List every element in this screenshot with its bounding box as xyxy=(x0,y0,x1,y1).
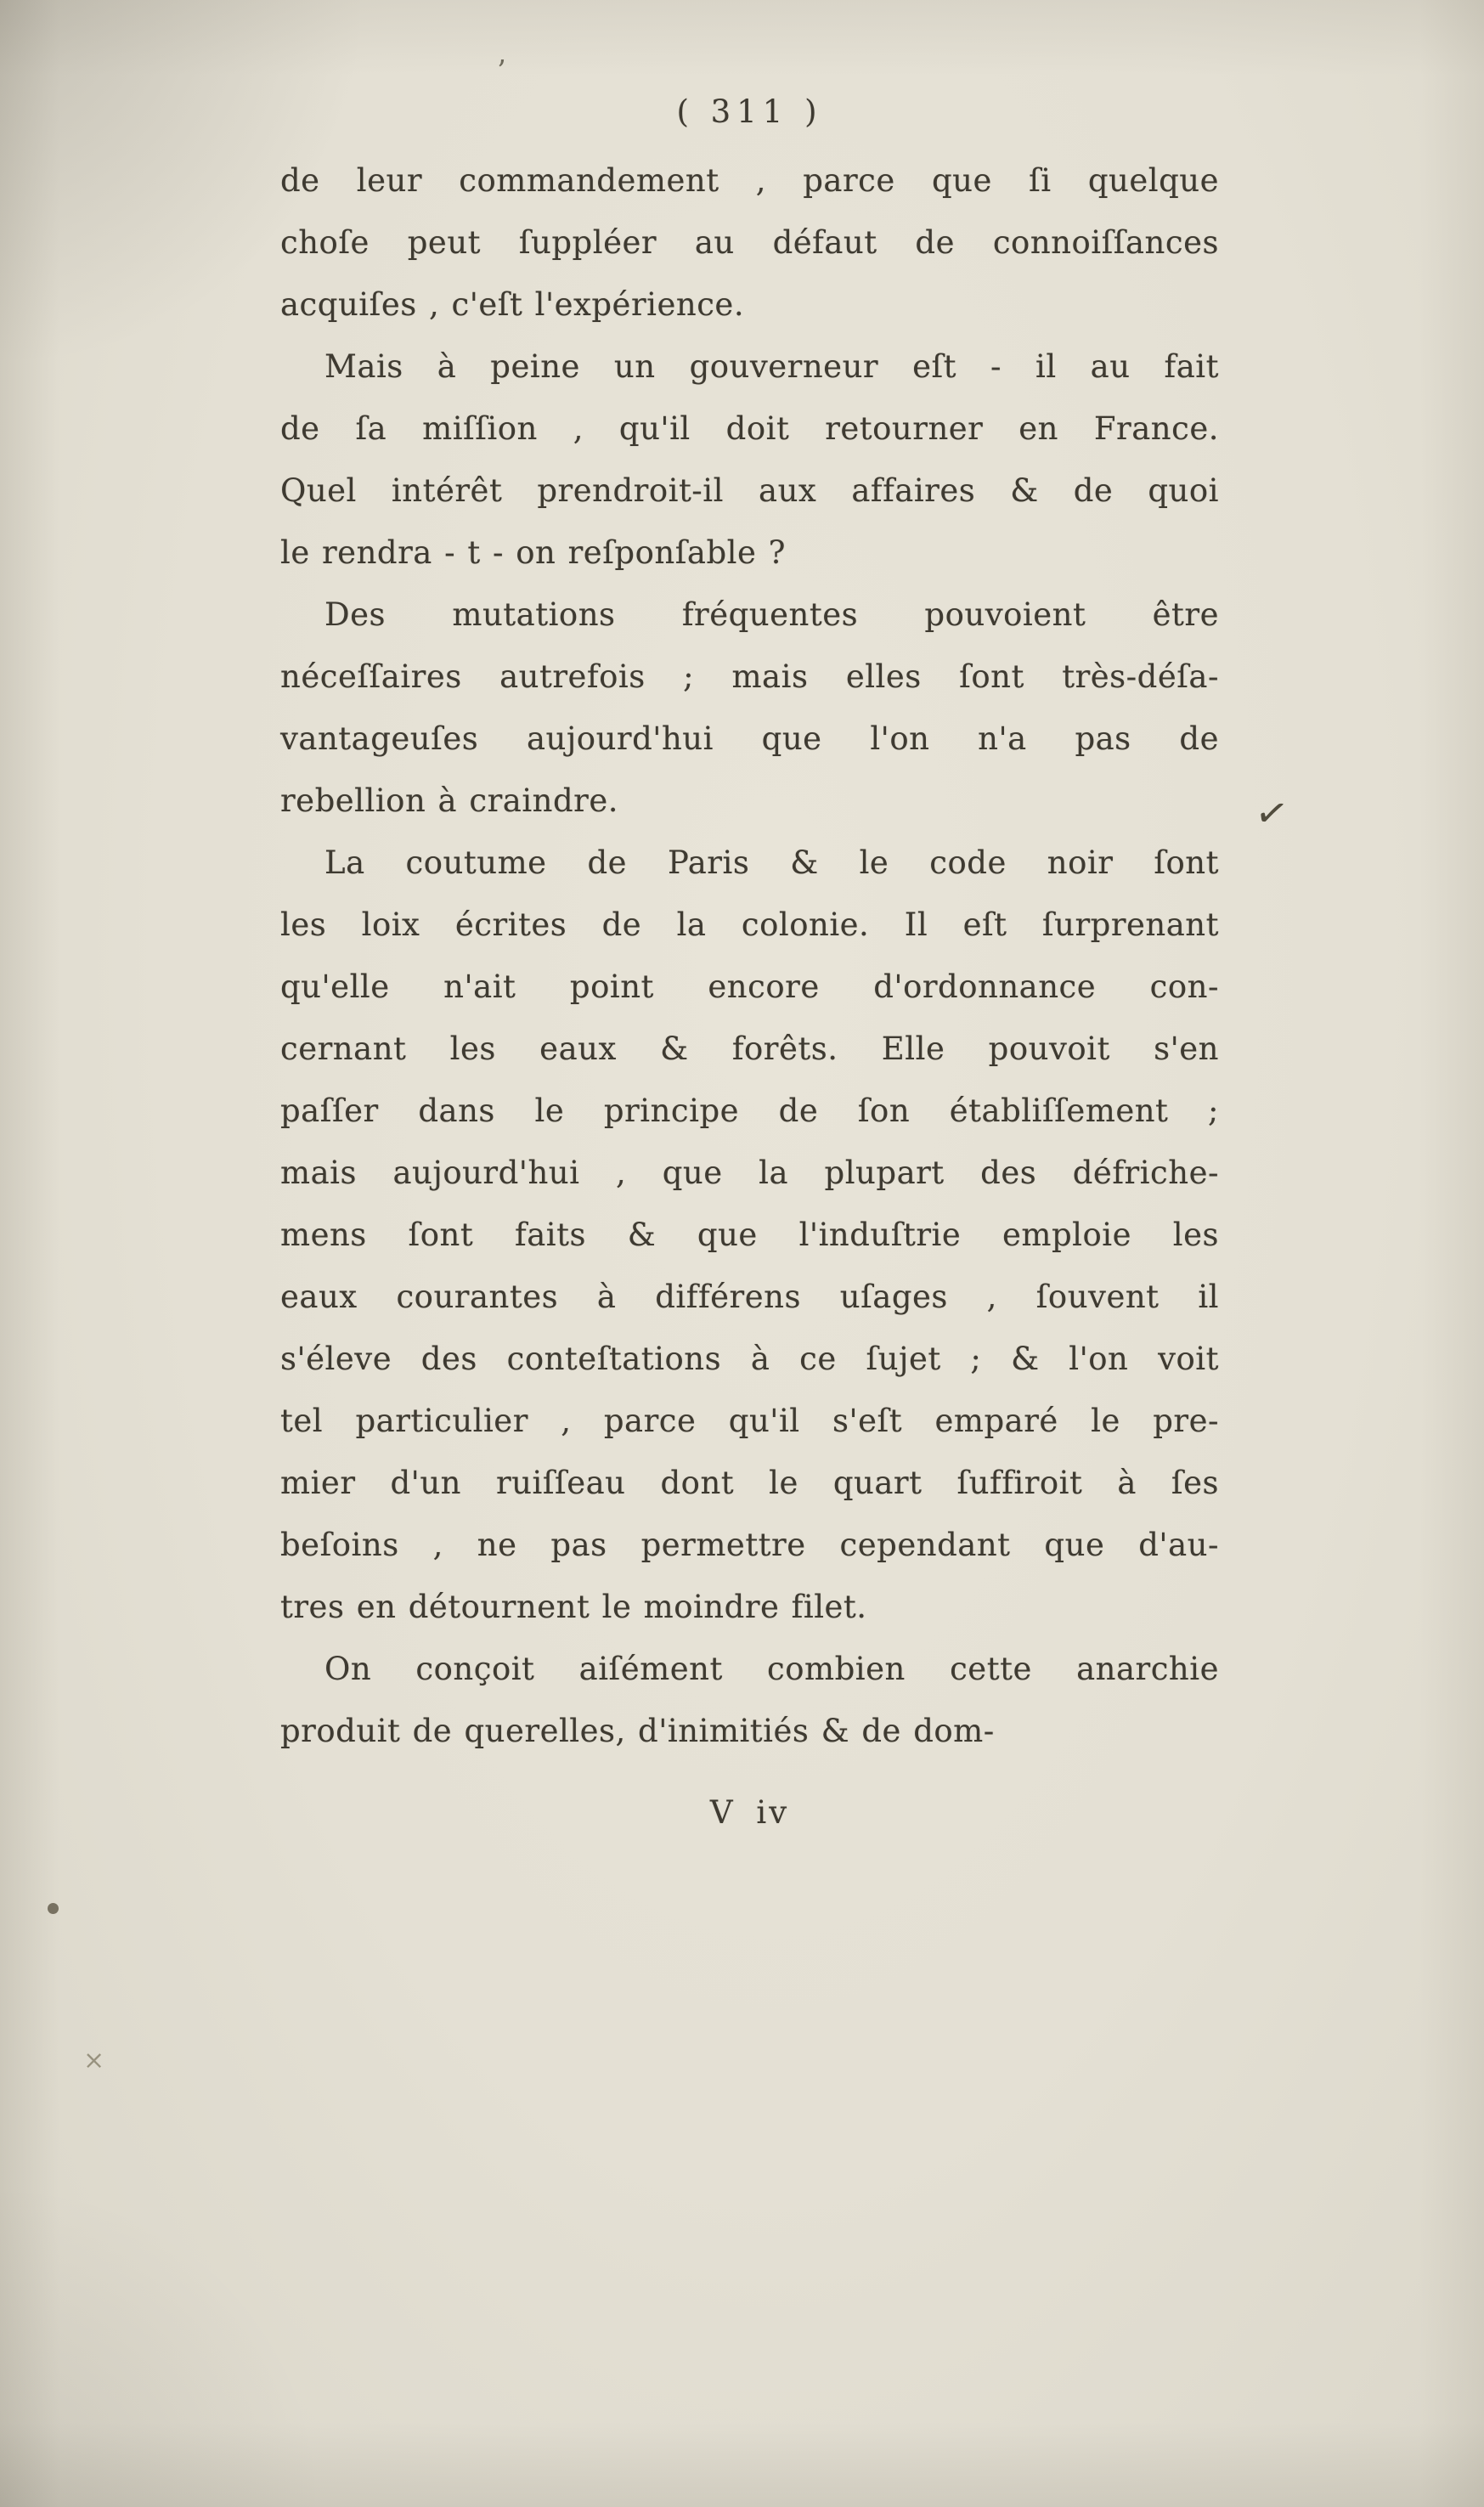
text-line: rebellion à craindre. xyxy=(280,782,619,819)
text-line: cernant les eaux & forêts. Elle pouvoit s'en xyxy=(280,1030,1219,1067)
text-line: vantageuſes aujourd'hui que l'on n'a pas de xyxy=(280,720,1219,757)
text-line: On conçoit aiſément combien cette anarchie xyxy=(324,1651,1219,1687)
text-line: acquiſes , c'eſt l'expérience. xyxy=(280,286,745,323)
ink-speck-dot xyxy=(48,1903,59,1914)
page-number: ( 311 ) xyxy=(676,93,823,130)
text-line: choſe peut ſuppléer au défaut de connoiſſances xyxy=(280,224,1219,261)
text-line: Des mutations fréquentes pouvoient être xyxy=(324,596,1219,633)
text-line: eaux courantes à différens uſages , ſouvent il xyxy=(280,1279,1219,1315)
paragraph xyxy=(280,584,1219,832)
text-line: mens ſont faits & que l'induſtrie emploie les xyxy=(280,1217,1219,1253)
text-line: beſoins , ne pas permettre cependant que d'au- xyxy=(280,1527,1219,1563)
signature-mark: V iv xyxy=(709,1794,790,1831)
paragraph xyxy=(280,832,1219,1638)
text-line: mier d'un ruiſſeau dont le quart ſuffiroit à ſes xyxy=(280,1465,1219,1501)
text-line: tres en détournent le moindre filet. xyxy=(280,1589,867,1625)
text-line: néceſſaires autrefois ; mais elles ſont très-déſa- xyxy=(280,658,1219,695)
paragraph xyxy=(280,1638,1219,1762)
text-line: de ſa miſſion , qu'il doit retourner en France. xyxy=(280,410,1219,447)
text-line: La coutume de Paris & le code noir ſont xyxy=(324,844,1219,881)
text-line: tel particulier , parce qu'il s'eſt emparé le pre- xyxy=(280,1403,1219,1439)
text-line: paſſer dans le principe de ſon établiſſement ; xyxy=(280,1093,1219,1129)
text-line: Quel intérêt prendroit-il aux affaires & de quoi xyxy=(280,472,1219,509)
ink-speck-cross: × xyxy=(83,2046,105,2075)
paragraph xyxy=(280,336,1219,584)
text-line: les loix écrites de la colonie. Il eſt ſurprenant xyxy=(280,906,1219,943)
text-line: de leur commandement , parce que ſi quelque xyxy=(280,162,1219,199)
text-line: s'éleve des conteſtations à ce ſujet ; & l'on voit xyxy=(280,1341,1219,1377)
paragraph xyxy=(280,150,1219,336)
text-line: le rendra - t - on reſponſable ? xyxy=(280,534,786,571)
text-line: qu'elle n'ait point encore d'ordonnance con- xyxy=(280,968,1219,1005)
text-line: produit de querelles, d'inimitiés & de dom- xyxy=(280,1713,995,1749)
ink-speck-top: ʼ xyxy=(496,54,505,88)
page-text xyxy=(280,150,1219,1762)
text-line: mais aujourd'hui , que la plupart des défriche- xyxy=(280,1155,1219,1191)
text-line: Mais à peine un gouverneur eſt - il au fait xyxy=(324,348,1219,385)
handwritten-check-mark: ✓ xyxy=(1251,788,1292,838)
